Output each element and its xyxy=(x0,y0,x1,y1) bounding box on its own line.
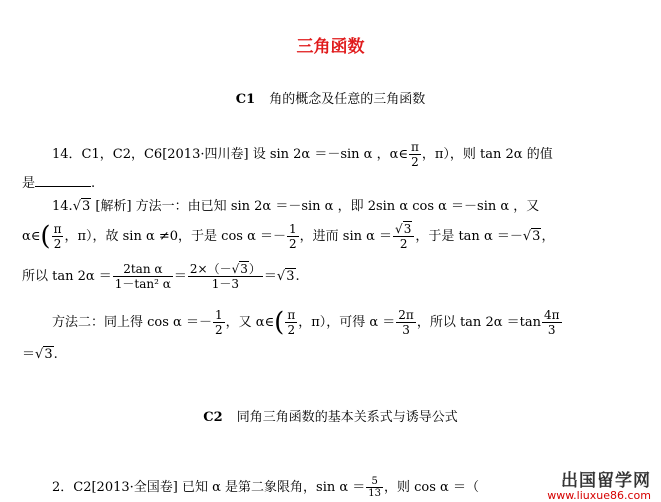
solution-line-3: 所以 tan 2α ＝ $\frac{\text{2tan α}}{\text{1－tan² α}}$ ＝ $\frac{2\times(-√3)}{1-3}$ ＝√3. xyxy=(22,262,300,291)
problem-14-statement: 14．C1，C2，C6[2013·四川卷] 设 sin 2α ＝－sin α ，α∈ $\frac{\pi}{2}$ ，π），则 tan 2α 的值 xyxy=(52,140,553,169)
section-heading-c1: C1 角的概念及任意的三角函数 xyxy=(235,92,426,107)
problem-2-statement: 2．C2[2013·全国卷] 已知 α 是第二象限角，sin α ＝ $\frac{5}{13}$ ，则 cos α ＝（ xyxy=(52,476,479,499)
page-title: 三角函数 xyxy=(296,37,365,57)
solution-line-1: 14.√3 [解析] 方法一：由已知 sin 2α ＝－sin α ，即 2sin α cos α ＝－sin α ，又 xyxy=(52,199,540,214)
solution-method-2: 方法二：同上得 cos α ＝－ $\frac{1}{2}$ ，又 α∈( $\frac{\pi}{2}$ ，π），可得 α ＝ $\frac{2\pi}{3}$ ，所以 tan 2α ＝tan $\frac{4\pi}{3}$ xyxy=(52,307,560,338)
answer-blank xyxy=(35,174,91,187)
section-heading-c2: C2 同角三角函数的基本关系式与诱导公式 xyxy=(203,410,458,425)
solution-method-2-result: ＝√3. xyxy=(22,347,58,362)
solution-line-2: α∈( $\frac{\pi}{2}$ ，π），故 sin α ≠0，于是 cos α ＝－ $\frac{1}{2}$ ，进而 sin α ＝ $\frac{√3}{2}$ ，于是 tan α ＝－√3， xyxy=(22,221,555,252)
watermark-logo: 出国留学网 www.liuxue86.com xyxy=(547,471,651,502)
problem-14-statement-line2: 是 . xyxy=(22,176,96,191)
